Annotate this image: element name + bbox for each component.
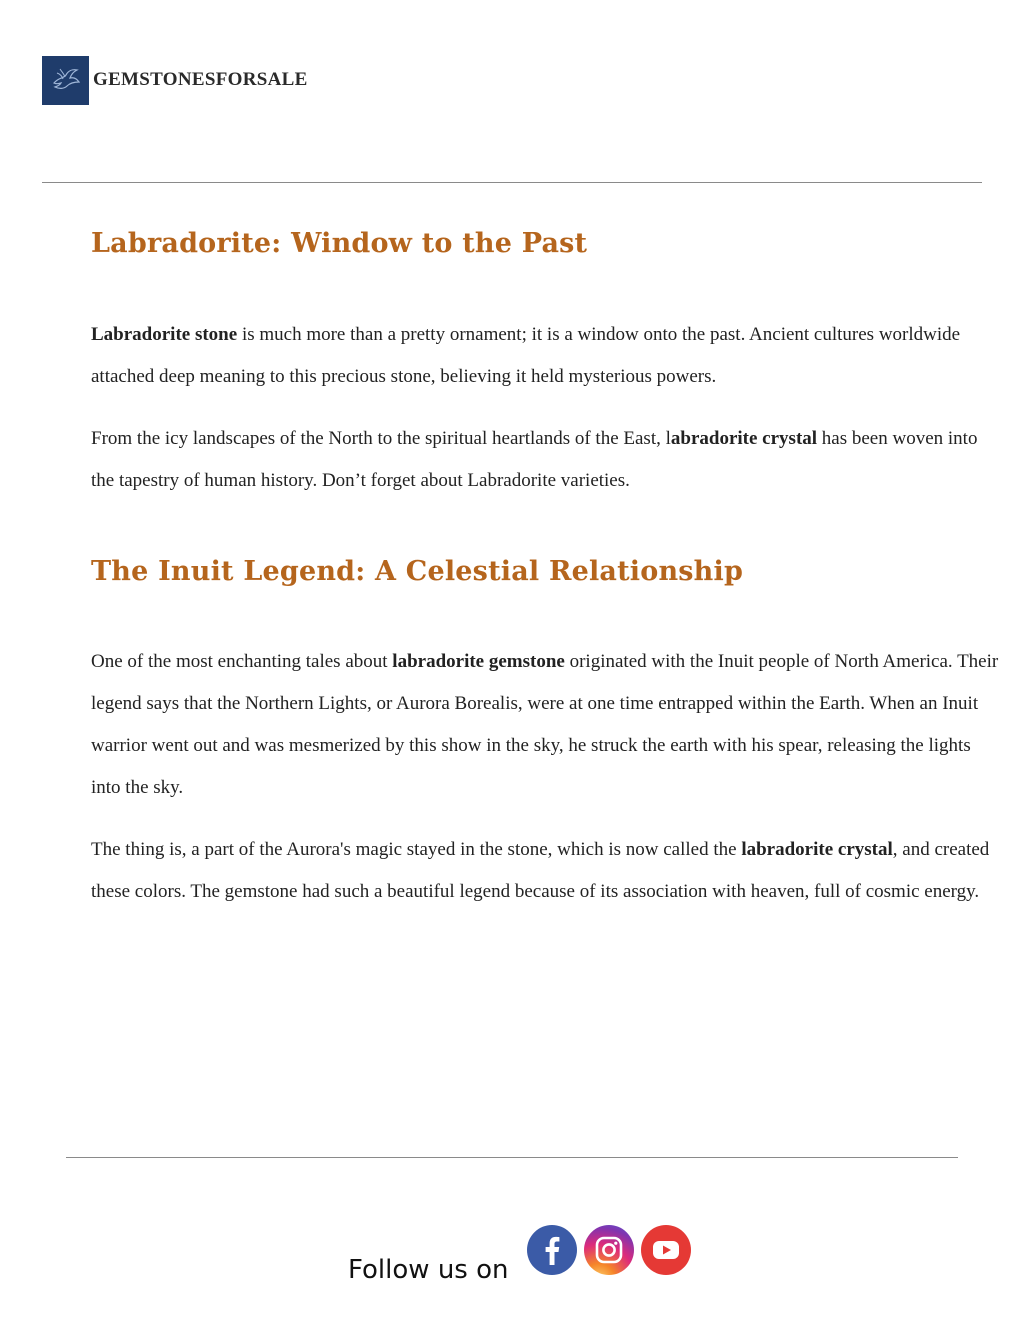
- bold-term: abradorite crystal: [670, 428, 818, 449]
- site-header: [42, 55, 308, 105]
- paragraph-text: The thing is, a part of the Aurora's magic stayed in the stone, which is now called the: [91, 839, 742, 860]
- youtube-link[interactable]: [641, 1225, 691, 1275]
- paragraph-text: One of the most enchanting tales about: [91, 651, 393, 672]
- paragraph-aurora: [91, 829, 1001, 913]
- bold-term: labradorite gemstone: [392, 651, 565, 672]
- bold-term: labradorite crystal: [741, 839, 893, 860]
- facebook-icon: [527, 1225, 577, 1275]
- logo[interactable]: [42, 56, 89, 105]
- brand-name[interactable]: GEMSTONESFORSALE: [93, 69, 308, 90]
- paragraph-text: From the icy landscapes of the North to the spiritual heartlands of the East, l: [91, 428, 671, 449]
- youtube-icon: [641, 1225, 691, 1275]
- social-footer: [348, 1215, 698, 1285]
- follow-us-label: Follow us on: [348, 1255, 509, 1285]
- paragraph-text: has been woven into the tapestry of human history. Don’t forget about Labradorite varieties.: [91, 428, 978, 491]
- paragraph-text: originated with the Inuit people of North America. Their legend says that the Northern Lights, or Aurora Borealis, were at one time entrapped within the Earth. When an Inuit warrior went out and was mesmerized by this show in the sky, he struck the earth with his spear, releasing the lights into the sky.: [91, 651, 999, 798]
- paragraph-text: , and created these colors. The gemstone had such a beautiful legend because of its association with heaven, full of cosmic energy.: [91, 839, 990, 902]
- header-divider: [42, 182, 982, 183]
- instagram-icon: [584, 1225, 634, 1275]
- paragraph-text: is much more than a pretty ornament; it is a window onto the past. Ancient cultures worldwide attached deep meaning to this precious stone, believing it held mysterious powers.: [91, 324, 961, 387]
- section-title-labradorite-window: Labradorite: Window to the Past: [91, 228, 588, 259]
- paragraph-intro: [91, 314, 1001, 398]
- dove-icon: [49, 63, 83, 97]
- instagram-link[interactable]: [584, 1225, 634, 1275]
- facebook-link[interactable]: [527, 1225, 577, 1275]
- bold-term: Labradorite stone: [91, 324, 238, 345]
- section-title-inuit-legend: The Inuit Legend: A Celestial Relationship: [91, 556, 744, 587]
- paragraph-legend: [91, 641, 1001, 809]
- paragraph-history: [91, 418, 1001, 502]
- article-body: [91, 228, 1001, 913]
- footer-divider: [66, 1157, 958, 1158]
